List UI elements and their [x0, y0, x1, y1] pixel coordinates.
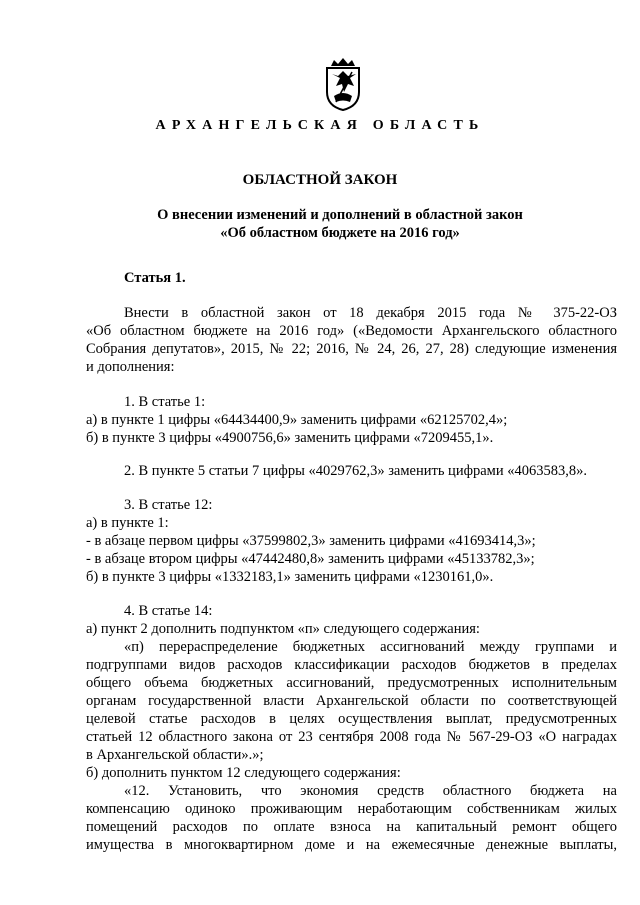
text-line: органам государственной власти Архангельской области по соответствующей	[86, 693, 617, 709]
text-line: - в абзаце втором цифры «47442480,8» заменить цифрами «45133782,3»;	[86, 551, 535, 567]
text-line: а) в пункте 1:	[86, 515, 169, 531]
text-line: б) в пункте 3 цифры «1332183,1» заменить цифрами «1230161,0».	[86, 569, 494, 585]
text-line: подгруппами видов расходов классификации расходов бюджетов в пределах	[86, 657, 617, 673]
region-name: АРХАНГЕЛЬСКАЯ ОБЛАСТЬ	[155, 118, 485, 133]
arkhangelsk-coat-of-arms-icon	[322, 56, 364, 112]
law-title-line: О внесении изменений и дополнений в областной закон	[157, 207, 523, 223]
text-line: а) пункт 2 дополнить подпунктом «п» следующего содержания:	[86, 621, 480, 637]
text-line: общего объема бюджетных ассигнований, предусмотренных исполнительным	[86, 675, 617, 691]
text-line: Собрания депутатов», 2015, № 22; 2016, № 24, 26, 27, 28) следующие изменения	[86, 341, 617, 357]
text-line: 3. В статье 12:	[124, 497, 213, 513]
text-line: 4. В статье 14:	[124, 603, 213, 619]
text-line: б) дополнить пунктом 12 следующего содержания:	[86, 765, 401, 781]
text-line: 1. В статье 1:	[124, 394, 206, 410]
law-title	[120, 206, 560, 242]
text-line: «12. Установить, что экономия средств областного бюджета на	[124, 783, 617, 799]
text-line: помещений расходов по оплате взноса на капитальный ремонт общего	[86, 819, 617, 835]
text-line: а) в пункте 1 цифры «64434400,9» заменить цифрами «62125702,4»;	[86, 412, 508, 428]
text-line: компенсацию одиноко проживающим неработающим собственникам жилых	[86, 801, 617, 817]
text-line: 2. В пункте 5 статьи 7 цифры «4029762,3» заменить цифрами «4063583,8».	[124, 463, 587, 479]
law-type: ОБЛАСТНОЙ ЗАКОН	[242, 172, 398, 188]
article-heading: Статья 1.	[124, 270, 186, 286]
text-line: Внести в областной закон от 18 декабря 2015 года № 375-22-ОЗ	[124, 305, 617, 321]
text-line: «п) перераспределение бюджетных ассигнований между группами и	[124, 639, 617, 655]
text-line: «Об областном бюджете на 2016 год» («Ведомости Архангельского областного	[86, 323, 617, 339]
text-line: целевой статье расходов в целях осуществления выплат, предусмотренных	[86, 711, 617, 727]
text-line: в Архангельской области».»;	[86, 747, 264, 763]
text-line: - в абзаце первом цифры «37599802,3» заменить цифрами «41693414,3»;	[86, 533, 536, 549]
text-line: статьей 12 областного закона от 23 сентября 2008 года № 567-29-ОЗ «О наградах	[86, 729, 617, 745]
text-line: б) в пункте 3 цифры «4900756,6» заменить цифрами «7209455,1».	[86, 430, 494, 446]
text-line: имущества в многоквартирном доме и на ежемесячные денежные выплаты,	[86, 837, 617, 853]
text-line: и дополнения:	[86, 359, 175, 375]
law-title-line: «Об областном бюджете на 2016 год»	[220, 225, 460, 241]
